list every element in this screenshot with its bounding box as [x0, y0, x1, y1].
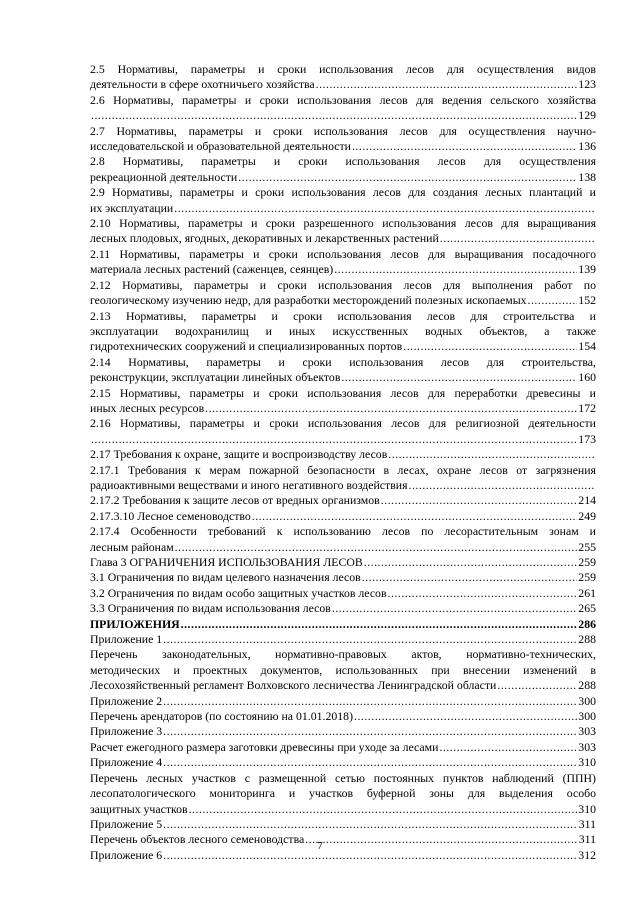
toc-leader-dots: [163, 632, 577, 647]
toc-page-number: 288: [578, 678, 596, 693]
toc-entry-last-line: [90, 447, 596, 462]
toc-page-number: 152: [578, 293, 596, 308]
toc-entry[interactable]: [90, 463, 596, 494]
toc-entry[interactable]: [90, 185, 596, 216]
toc-entry-title: 2.17.2 Требования к защите лесов от вредных организмов: [90, 493, 380, 508]
toc-entry-title: геологическому изучению недр, для разработки месторождений полезных ископаемых: [90, 293, 527, 308]
toc-leader-dots: [175, 540, 578, 555]
toc-page-number: 311: [578, 816, 596, 831]
toc-page-number: 136: [578, 139, 596, 154]
toc-leader-dots: [91, 108, 577, 123]
toc-entry-title: 2.17.3.10 Лесное семеноводство: [90, 508, 251, 523]
toc-entry-title: лесным районам: [90, 539, 174, 554]
toc-entry-title: лесных плодовых, ягодных, декоративных и лекарственных растений: [90, 231, 439, 246]
toc-entry-last-line: [90, 740, 596, 755]
toc-entry-last-line: [90, 601, 596, 616]
toc-entry-line: Перечень законодательных, нормативно-правовых актов, нормативно-технических,: [90, 647, 596, 662]
toc-entry[interactable]: [90, 586, 596, 601]
toc-entry-title: деятельности в сфере охотничьего хозяйства: [90, 77, 315, 92]
toc-entry[interactable]: [90, 555, 596, 570]
toc-entry-last-line: [90, 77, 596, 92]
toc-leader-dots: [91, 432, 577, 447]
toc-entry-last-line: [90, 139, 596, 154]
toc-entry-last-line: [90, 201, 596, 216]
toc-entry-line: 2.13 Нормативы, параметры и сроки использования лесов для строительства и: [90, 308, 596, 323]
toc-entry[interactable]: [90, 694, 596, 709]
toc-entry-title: исследовательской и образовательной деятельности: [90, 139, 351, 154]
toc-entry-title: реконструкции, эксплуатации линейных объектов: [90, 370, 341, 385]
toc-entry-last-line: [90, 724, 596, 739]
toc-leader-dots: [334, 262, 577, 277]
toc-page-number: 288: [578, 632, 596, 647]
toc-entry[interactable]: [90, 709, 596, 724]
toc-entry-last-line: [90, 709, 596, 724]
toc-entry-last-line: [90, 817, 596, 832]
toc-entry-line: 2.8 Нормативы, параметры и сроки использования лесов для осуществления: [90, 154, 596, 169]
toc-leader-dots: [440, 231, 595, 246]
toc-leader-dots: [352, 139, 577, 154]
toc-entry[interactable]: [90, 62, 596, 93]
toc-entry-last-line: [90, 478, 596, 493]
toc-page-number: 310: [578, 755, 596, 770]
toc-entry-last-line: [90, 262, 596, 277]
toc-entry[interactable]: [90, 601, 596, 616]
toc-entry[interactable]: [90, 216, 596, 247]
toc-entry[interactable]: [90, 524, 596, 555]
toc-entry-last-line: [90, 493, 596, 508]
toc-leader-dots: [403, 339, 577, 354]
toc-leader-dots: [409, 478, 595, 493]
toc-page-number: 300: [578, 709, 596, 724]
toc-entry-title: Приложение 5: [90, 816, 163, 831]
toc-entry-last-line: [90, 802, 596, 817]
toc-page-number: 303: [578, 724, 596, 739]
toc-entry-last-line: [90, 617, 596, 632]
toc-leader-dots: [174, 201, 595, 216]
toc-entry-last-line: [90, 509, 596, 524]
toc-page-number: 265: [578, 601, 596, 616]
toc-entry[interactable]: [90, 355, 596, 386]
toc-entry[interactable]: [90, 93, 596, 124]
toc-entry-line: 2.9 Нормативы, параметры и сроки использования лесов для создания лесных плантаций и: [90, 185, 596, 200]
toc-entry-title: ПРИЛОЖЕНИЯ: [90, 616, 180, 631]
toc-leader-dots: [205, 401, 577, 416]
toc-entry-line: 2.11 Нормативы, параметры и сроки использования лесов для выращивания посадочного: [90, 246, 596, 261]
toc-entry[interactable]: [90, 247, 596, 278]
toc-entry[interactable]: [90, 724, 596, 739]
toc-entry-title: Приложение 4: [90, 755, 163, 770]
toc-entry-line: лесопатологического мониторинга и участков буферной зоны для выделения особо: [90, 786, 596, 801]
toc-entry-title: иных лесных ресурсов: [90, 400, 205, 415]
toc-entry-line: 2.17.4 Особенности требований к использованию лесов по лесорастительным зонам и: [90, 524, 596, 539]
toc-entry[interactable]: [90, 755, 596, 770]
toc-entry-title: Перечень арендаторов (по состоянию на 01.01.2018): [90, 709, 353, 724]
toc-entry-last-line: [90, 293, 596, 308]
toc-leader-dots: [163, 755, 577, 770]
toc-entry-line: эксплуатации водохранилищ и иных искусственных водных объектов, а также: [90, 323, 596, 338]
toc-page-number: 249: [578, 508, 596, 523]
toc-entry-title: радиоактивными веществами и иного негативного воздействия: [90, 477, 408, 492]
toc-page-number: 129: [578, 108, 596, 123]
toc-page-number: 172: [578, 400, 596, 415]
toc-entry-title: Расчет ежегодного размера заготовки древесины при уходе за лесами: [90, 739, 439, 754]
toc-entry-title: гидротехнических сооружений и специализированных портов: [90, 339, 403, 354]
toc-entry-last-line: [90, 401, 596, 416]
toc-entry-last-line: [90, 678, 596, 693]
toc-entry-title: защитных участков: [90, 801, 188, 816]
toc-entry-line: 2.5 Нормативы, параметры и сроки использования лесов для осуществления видов: [90, 62, 596, 76]
toc-leader-dots: [388, 447, 595, 462]
toc-entry[interactable]: [90, 817, 596, 832]
toc-entry-line: 2.16 Нормативы, параметры и сроки использования лесов для религиозной деятельности: [90, 416, 596, 431]
toc-entry[interactable]: [90, 386, 596, 417]
toc-entry-line: методических и проектных документов, использованных при внесении изменений в: [90, 662, 596, 677]
toc-entry-last-line: [90, 339, 596, 354]
toc-entry[interactable]: [90, 771, 596, 817]
toc-leader-dots: [252, 509, 578, 524]
toc-page-number: 261: [578, 585, 596, 600]
toc-entry-line: Перечень лесных участков с размещенной сетью постоянных пунктов наблюдений (ППН): [90, 770, 596, 785]
toc-entry[interactable]: [90, 309, 596, 355]
toc-page-number: 286: [578, 616, 596, 631]
toc-entry[interactable]: [90, 509, 596, 524]
toc-entry[interactable]: [90, 154, 596, 185]
toc-entry-title: Глава 3 ОГРАНИЧЕНИЯ ИСПОЛЬЗОВАНИЯ ЛЕСОВ: [90, 555, 363, 569]
toc-entry-line: 2.14 Нормативы, параметры и сроки использования лесов для строительства,: [90, 354, 596, 369]
toc-entry-last-line: [90, 170, 596, 185]
toc-entry-last-line: [90, 108, 596, 123]
toc-page-number: 255: [578, 539, 596, 554]
table-of-contents: [90, 62, 596, 863]
toc-entry-title: материала лесных растений (саженцев, сеянцев): [90, 262, 334, 277]
toc-page-number: 154: [578, 339, 596, 354]
toc-entry[interactable]: [90, 570, 596, 585]
toc-entry[interactable]: [90, 447, 596, 462]
toc-leader-dots: [163, 694, 577, 709]
toc-entry-line: 2.10 Нормативы, параметры и сроки разрешенного использования лесов для выращивания: [90, 216, 596, 231]
toc-entry-line: 2.6 Нормативы, параметры и сроки использования лесов для ведения сельского хозяйства: [90, 92, 596, 107]
toc-entry[interactable]: [90, 632, 596, 647]
toc-page-number: 259: [578, 555, 596, 569]
toc-entry[interactable]: [90, 617, 596, 632]
toc-leader-dots: [163, 724, 577, 739]
toc-entry-last-line: [90, 570, 596, 585]
toc-entry-last-line: [90, 755, 596, 770]
toc-leader-dots: [528, 293, 578, 308]
toc-entry-line: 2.17.1 Требования к мерам пожарной безопасности в лесах, охране лесов от загрязнения: [90, 462, 596, 477]
toc-leader-dots: [332, 601, 577, 616]
toc-entry-last-line: [90, 370, 596, 385]
toc-leader-dots: [316, 77, 578, 92]
toc-entry-title: рекреационной деятельности: [90, 169, 238, 184]
toc-entry[interactable]: [90, 740, 596, 755]
toc-page-number: 300: [578, 693, 596, 708]
toc-entry[interactable]: [90, 647, 596, 693]
toc-page-number: 310: [578, 801, 596, 816]
toc-entry-title: 2.17 Требования к охране, защите и воспроизводству лесов: [90, 447, 388, 462]
toc-entry-last-line: [90, 432, 596, 447]
toc-entry-last-line: [90, 231, 596, 246]
toc-leader-dots: [381, 493, 578, 508]
toc-entry[interactable]: [90, 493, 596, 508]
toc-page-number: 311: [578, 832, 596, 847]
toc-entry-title: 3.1 Ограничения по видам целевого назначения лесов: [90, 570, 361, 585]
toc-page-number: 214: [578, 493, 596, 508]
toc-leader-dots: [189, 802, 578, 817]
toc-entry-line: 2.7 Нормативы, параметры и сроки использования лесов для осуществления научно-: [90, 123, 596, 138]
toc-entry[interactable]: [90, 124, 596, 155]
toc-leader-dots: [439, 740, 577, 755]
page-number: 7: [317, 840, 323, 852]
toc-leader-dots: [238, 170, 577, 185]
toc-entry-title: 3.2 Ограничения по видам особо защитных участков лесов: [90, 585, 387, 600]
toc-entry[interactable]: [90, 278, 596, 309]
toc-leader-dots: [364, 555, 578, 570]
toc-entry-last-line: [90, 694, 596, 709]
toc-leader-dots: [362, 570, 578, 585]
toc-entry[interactable]: [90, 416, 596, 447]
toc-leader-dots: [388, 586, 578, 601]
toc-entry-title: Приложение 1: [90, 632, 163, 647]
toc-leader-dots: [354, 709, 577, 724]
toc-entry-title: Приложение 6: [90, 847, 163, 862]
toc-page-number: 160: [578, 370, 596, 385]
toc-entry-title: Перечень объектов лесного семеноводства: [90, 832, 305, 847]
toc-page-number: 138: [578, 169, 596, 184]
toc-page-number: 259: [578, 570, 596, 585]
toc-entry-title: Лесохозяйственный регламент Волховского лесничества Ленинградской области: [90, 678, 497, 693]
toc-entry-last-line: [90, 632, 596, 647]
toc-entry-title: 3.3 Ограничения по видам использования лесов: [90, 601, 331, 616]
toc-page-number: 139: [578, 262, 596, 277]
toc-entry-line: 2.15 Нормативы, параметры и сроки использования лесов для переработки древесины и: [90, 385, 596, 400]
toc-page-number: 312: [578, 847, 596, 862]
toc-entry-line: 2.12 Нормативы, параметры и сроки использования лесов для выполнения работ по: [90, 277, 596, 292]
toc-entry-title: их эксплуатации: [90, 200, 174, 215]
toc-leader-dots: [181, 617, 578, 632]
toc-page-number: 173: [578, 431, 596, 446]
toc-page-number: 123: [578, 77, 596, 92]
toc-entry-last-line: [90, 540, 596, 555]
toc-entry-last-line: [90, 555, 596, 570]
toc-page-number: 303: [578, 739, 596, 754]
toc-leader-dots: [341, 370, 577, 385]
toc-entry-title: Приложение 2: [90, 693, 163, 708]
toc-leader-dots: [497, 678, 577, 693]
toc-entry-title: Приложение 3: [90, 724, 163, 739]
toc-leader-dots: [163, 817, 578, 832]
toc-entry-last-line: [90, 586, 596, 601]
